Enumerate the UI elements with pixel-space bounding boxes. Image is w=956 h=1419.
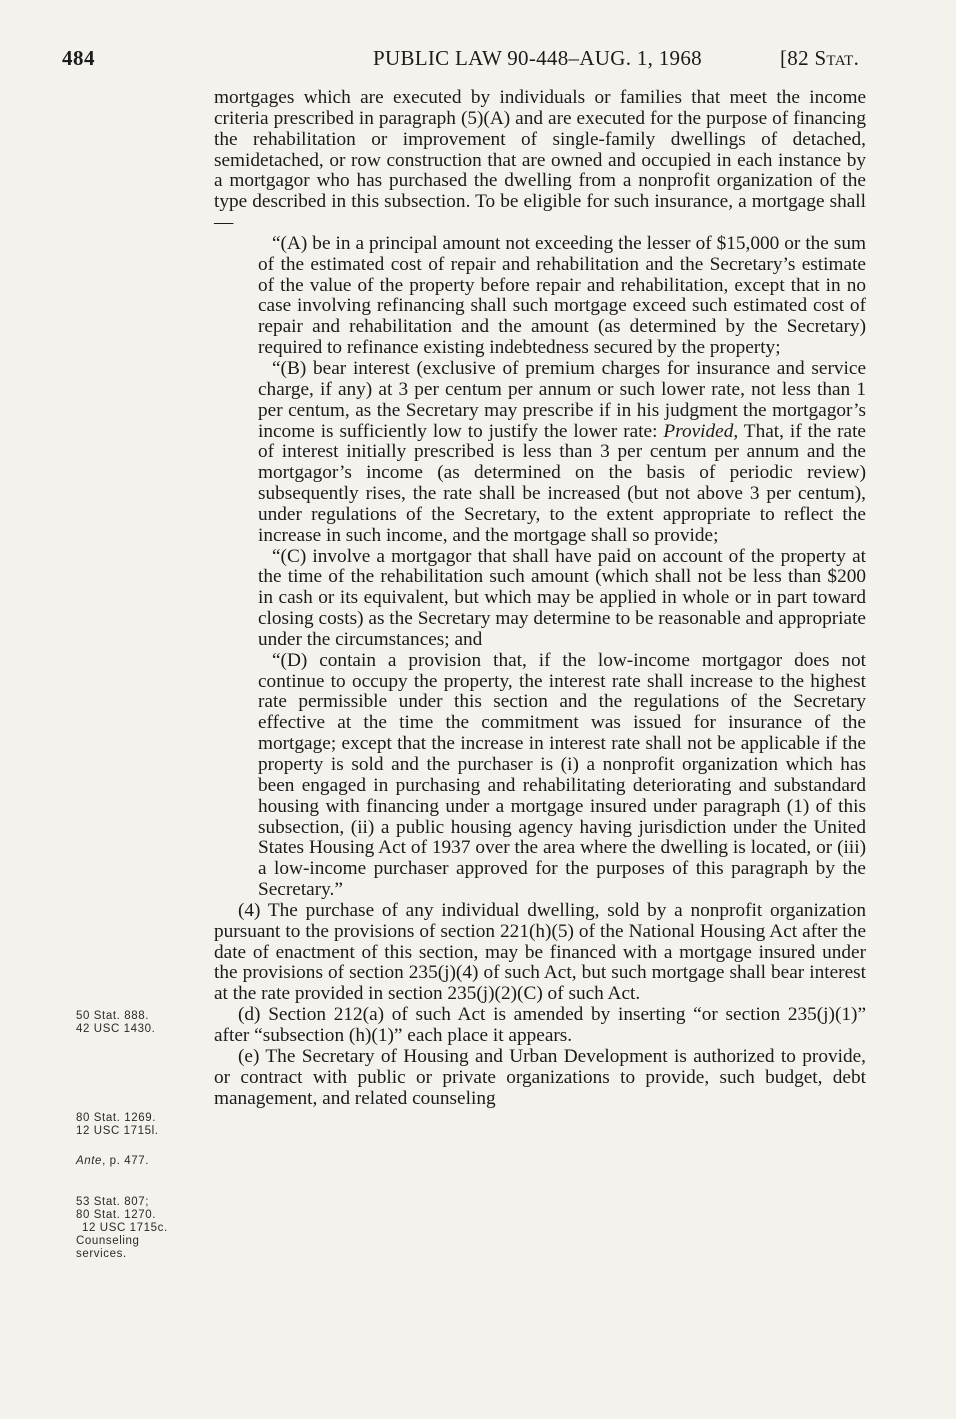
ante-page: , p. 477. (102, 1155, 150, 1167)
margin-note-line: 12 USC 1715c. (82, 1222, 168, 1234)
margin-note-line: 42 USC 1430. (76, 1023, 156, 1035)
subparagraph-b (258, 359, 866, 547)
subparagraph-a: “(A) be in a principal amount not exceeding the lesser of $15,000 or the sum of the estimated cost of repair and rehabilitation and the Secretary’s estimate of the value of the property before repair and rehabilitation, except that in no case involving refinancing shall such mortgage exceed such estimated cost of repair and rehabilitation and the amount (as determined by the Secretary) required to refinance existing indebtedness secured by the property; (258, 232, 866, 359)
margin-note-line: 80 Stat. 1269. (76, 1112, 157, 1124)
margin-note-line: 12 USC 1715l. (76, 1125, 159, 1137)
subparagraph-b-text-1: “(B) bear interest (exclusive of premium charges for insurance and service charge, if any) at 3 per centum per annum or such lower rate, not less than 1 per centum, as the Secretary may prescribe if in his judgment the mortgagor’s income is sufficiently low to justify the lower rate: (258, 357, 866, 442)
statute-body (214, 88, 866, 1109)
subparagraph-d: “(D) contain a provision that, if the low-income mortgagor does not continue to occupy the property, the interest rate shall increase to the highest rate permissible under this section and the regulations of the Secretary effective at the time the commitment was issued for insurance of the mortgage; except that the increase in interest rate shall not be applicable if the property is sold and the purchaser is (i) a nonprofit organization which has been engaged in purchasing and rehabilitating deteriorating and substandard housing with financing under a mortgage insured under paragraph (1) of this subsection, (ii) a public housing agency having jurisdiction under the United States Housing Act of 1937 over the area where the dwelling is located, or (iii) a low-income purchaser approved for the purposes of this paragraph by the Secretary.” (258, 649, 866, 901)
volume-reference (780, 46, 859, 71)
margin-note-line: 80 Stat. 1270. (76, 1209, 157, 1221)
margin-note-ante (76, 1155, 186, 1168)
margin-note-line: Counseling (76, 1235, 140, 1247)
subsection-d: (d) Section 212(a) of such Act is amended by inserting “or section 235(j)(1)” after “subsection (h)(1)” each place it appears. (214, 1004, 866, 1046)
paragraph-4: (4) The purchase of any individual dwelling, sold by a nonprofit organization pursuant to the provisions of section 221(h)(5) of the National Housing Act after the date of enactment of this section, may be financed with a mortgage insured under the provisions of section 235(j)(4) of such Act, but such mortgage shall bear interest at the rate provided in section 235(j)(2)(C) of such Act. (214, 899, 866, 1005)
margin-note-section-221 (76, 1112, 186, 1138)
page-number: 484 (62, 46, 95, 70)
ante-word: Ante (76, 1155, 103, 1167)
margin-note-counseling (76, 1196, 186, 1261)
margin-note-line: 53 Stat. 807; (76, 1196, 150, 1208)
margin-note-line (76, 1155, 186, 1168)
page-header (0, 36, 956, 76)
margin-note-line: 50 Stat. 888. (76, 1010, 150, 1022)
volume-word: Stat. (814, 46, 860, 70)
running-title: PUBLIC LAW 90-448–AUG. 1, 1968 (373, 46, 702, 70)
volume-prefix: [82 (780, 46, 815, 70)
paragraph-intro: mortgages which are executed by individuals or families that meet the income criteria prescribed in paragraph (5)(A) and are executed for the purpose of financing the rehabilitation or improvement of single-family dwellings of detached, semidetached, or row construction that are owned and occupied in each instance by a mortgagor who has purchased the dwelling from a nonprofit organization of the type described in this subsection. To be eligible for such insurance, a mortgage shall— (214, 87, 866, 234)
subparagraph-c: “(C) involve a mortgagor that shall have paid on account of the property at the time of the rehabilitation such amount (which shall not be less than $200 in cash or its equivalent, but which may be applied in whole or in part toward closing costs) as the Secretary may determine to be reasonable and appropriate under the circumstances; and (258, 545, 866, 650)
provided-clause: Provided (663, 420, 734, 442)
margin-note-housing-act (76, 1010, 186, 1036)
subparagraph-b-text-2: , That, if the rate of interest initially prescribed is less than 3 per centum per annum and the mortgagor’s income (as determined on the basis of periodic review) subsequently rises, the rate shall be increased (but not above 3 per centum), under regulations of the Secretary, to the extent appropriate to reflect the increase in such income, and the mortgage shall so provide; (258, 420, 866, 546)
subsection-e: (e) The Secretary of Housing and Urban Development is authorized to provide, or contract with public or private organizations to provide, such budget, debt management, and related counseling (214, 1045, 866, 1109)
margin-note-line: services. (76, 1248, 127, 1260)
